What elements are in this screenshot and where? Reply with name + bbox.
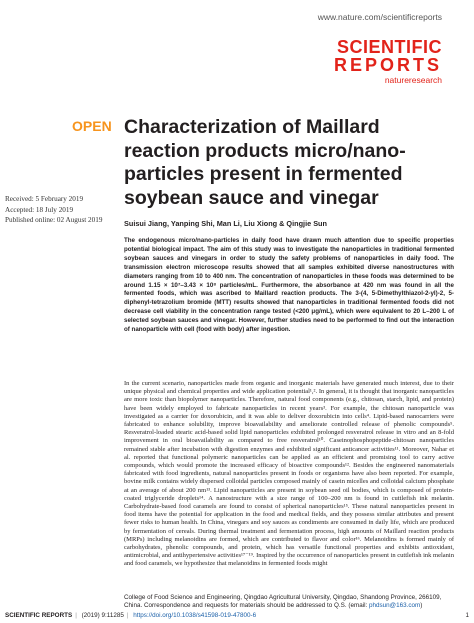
footer-separator: | [75,612,77,619]
footer-journal: SCIENTIFIC REPORTS [5,612,73,619]
logo-line-3: natureresearch [384,75,442,85]
article-dates [5,194,120,226]
correspondence-email[interactable]: phdsun@163.com [369,602,421,609]
affiliation-close: ) [420,602,423,609]
author-list[interactable]: Suisui Jiang, Yanping Shi, Man Li, Liu Xiong & Qingjie Sun [124,219,327,228]
accepted-date: Accepted: 18 July 2019 [5,205,74,214]
open-access-tag: OPEN [72,118,112,134]
page-number: 1 [465,612,469,619]
footer-doi[interactable]: https://doi.org/10.1038/s41598-019-47800-6 [133,612,257,619]
logo-line-1: SCIENTIFIC [336,37,442,57]
affiliation-text: College of Food Science and Engineering, Qingdao Agricultural University, Qingdao, Shandong Province, 266109, China. Correspondence and requests for materials should be addressed to Q.S. (email: [124,594,442,609]
article-title: Characterization of Maillard reaction products micro/nano-particles present in fermented soybean sauce and vinegar [124,116,406,209]
journal-logo[interactable] [334,38,442,85]
footer-citation: (2019) 9:11285 [81,612,124,619]
received-date: Received: 5 February 2019 [5,195,84,203]
footer-separator: | [126,612,129,619]
affiliation [124,594,454,610]
logo-line-2: REPORTS [333,55,442,75]
published-date: Published online: 02 August 2019 [5,216,103,224]
introduction-text: In the current scenario, nanoparticles made from organic and inorganic materials have generated much interest, due to their unique physical and chemical properties and wide application potential¹,². In general, it is thought that inorganic nanoparticles are more toxic than biopolymer nanoparticles. Therefore, natural food components (e.g., chitosan, starch, lipid, and protein) have been widely employed to fabricate nanoparticles in recent years³. For example, the chitosan nanoparticle was investigated as a carrier for doxorubicin, and it was able to deliver doxorubicin into cells⁴. Lipid-based nanocarriers were fabricated to enhance solubility, improve bioavailability and ameliorate controlled release of phenolic compounds⁵. Resveratrol-loaded stearic acid-based solid lipid nanoparticles exhibited prolonged resveratrol release in vitro and an 8-fold improvement in oral bioavailability as compared to free resveratrol¹⁰. Caseinophosphopeptide-chitosan nanoparticles remained stable after incubation with digestion enzymes and exhibited significant anticancer activities¹¹. Moreover, Nahar et al. reported that functional polymeric nanoparticles can be applied as an efficient and promising tool to carry active compounds, which would promote the increased efficacy of bioactive compounds¹². Besides the engineered nanomaterials fabricated with food ingredients, natural nanoparticles present in foods or organisms have also been reported. For example, bovine milk contains widely dispersed colloidal particles composed mainly of casein micelles and colloidal calcium phosphate at an average of about 200 nm¹³. Lipid nanoparticles are present in soybean seed oil bodies, which is composed of protein-coated triglyceride droplets¹⁴. A nanostructure with a size range of 100–200 nm is found in cuttlefish ink melanin. Carbohydrate-based food caramels are found to consist of spherical nanoparticles¹⁵. These natural nanoparticles present in food items have the potential for application in the food and medical fields, and they possess similar attributes and present fewer risks to human health. In China, vinegars and soy sauces as condiments are consumed in daily life, which are produced by fermentation of cereals. During thermal treatment and fermentation process, high amounts of Maillard reaction products (MRPs) including melanoidins are formed, which are contributed to flavor and color¹⁶. Melanoidins is formed mainly of carbohydrates, phenolic compounds, and protein, which has versatile functional properties and exhibits antioxidant, antimicrobial, and antihypertensive activities¹⁷⁻¹⁹. Inspired by the occurrence of nanoparticles present in cuttlefish ink melanin and food caramels, we hypothesize that melanoidins in fermented foods might [124,380,454,568]
abstract: The endogenous micro/nano-particles in daily food have drawn much attention due to specific properties potential biological impact. The aim of this study was to investigate the nanoparticles in traditional fermented soybean sauces and vinegars in order to study the safety problems of nanoparticles in daily food. The transmission electron microscope results showed that all samples exhibited diverse nanostructures with diameters ranging from 10 to 400 nm. The concentration of nanoparticles in these foods was determined to be around 1.15 × 10⁷–3.43 × 10⁸ particles/mL. Furthermore, the absorbance at 420 nm was found in all the fermented foods, which was ascribed to Maillard reaction products. The 3-(4, 5-Dimethylthiazol-2-yl)-2, 5-diphenyl-tetrazolium bromide (MTT) results showed that nanoparticles in traditional fermented foods did not decrease cell viability in the concentration range tested (<200 μg/mL), which were equivalent to 20 L–200 L of selected soybean sauces and vinegar. However, further studies need to be performed to find out the interaction of nanoparticle with cell (food with body) after ingestion. [124,237,454,334]
journal-url[interactable]: www.nature.com/scientificreports [317,12,442,22]
page-footer [5,612,469,619]
